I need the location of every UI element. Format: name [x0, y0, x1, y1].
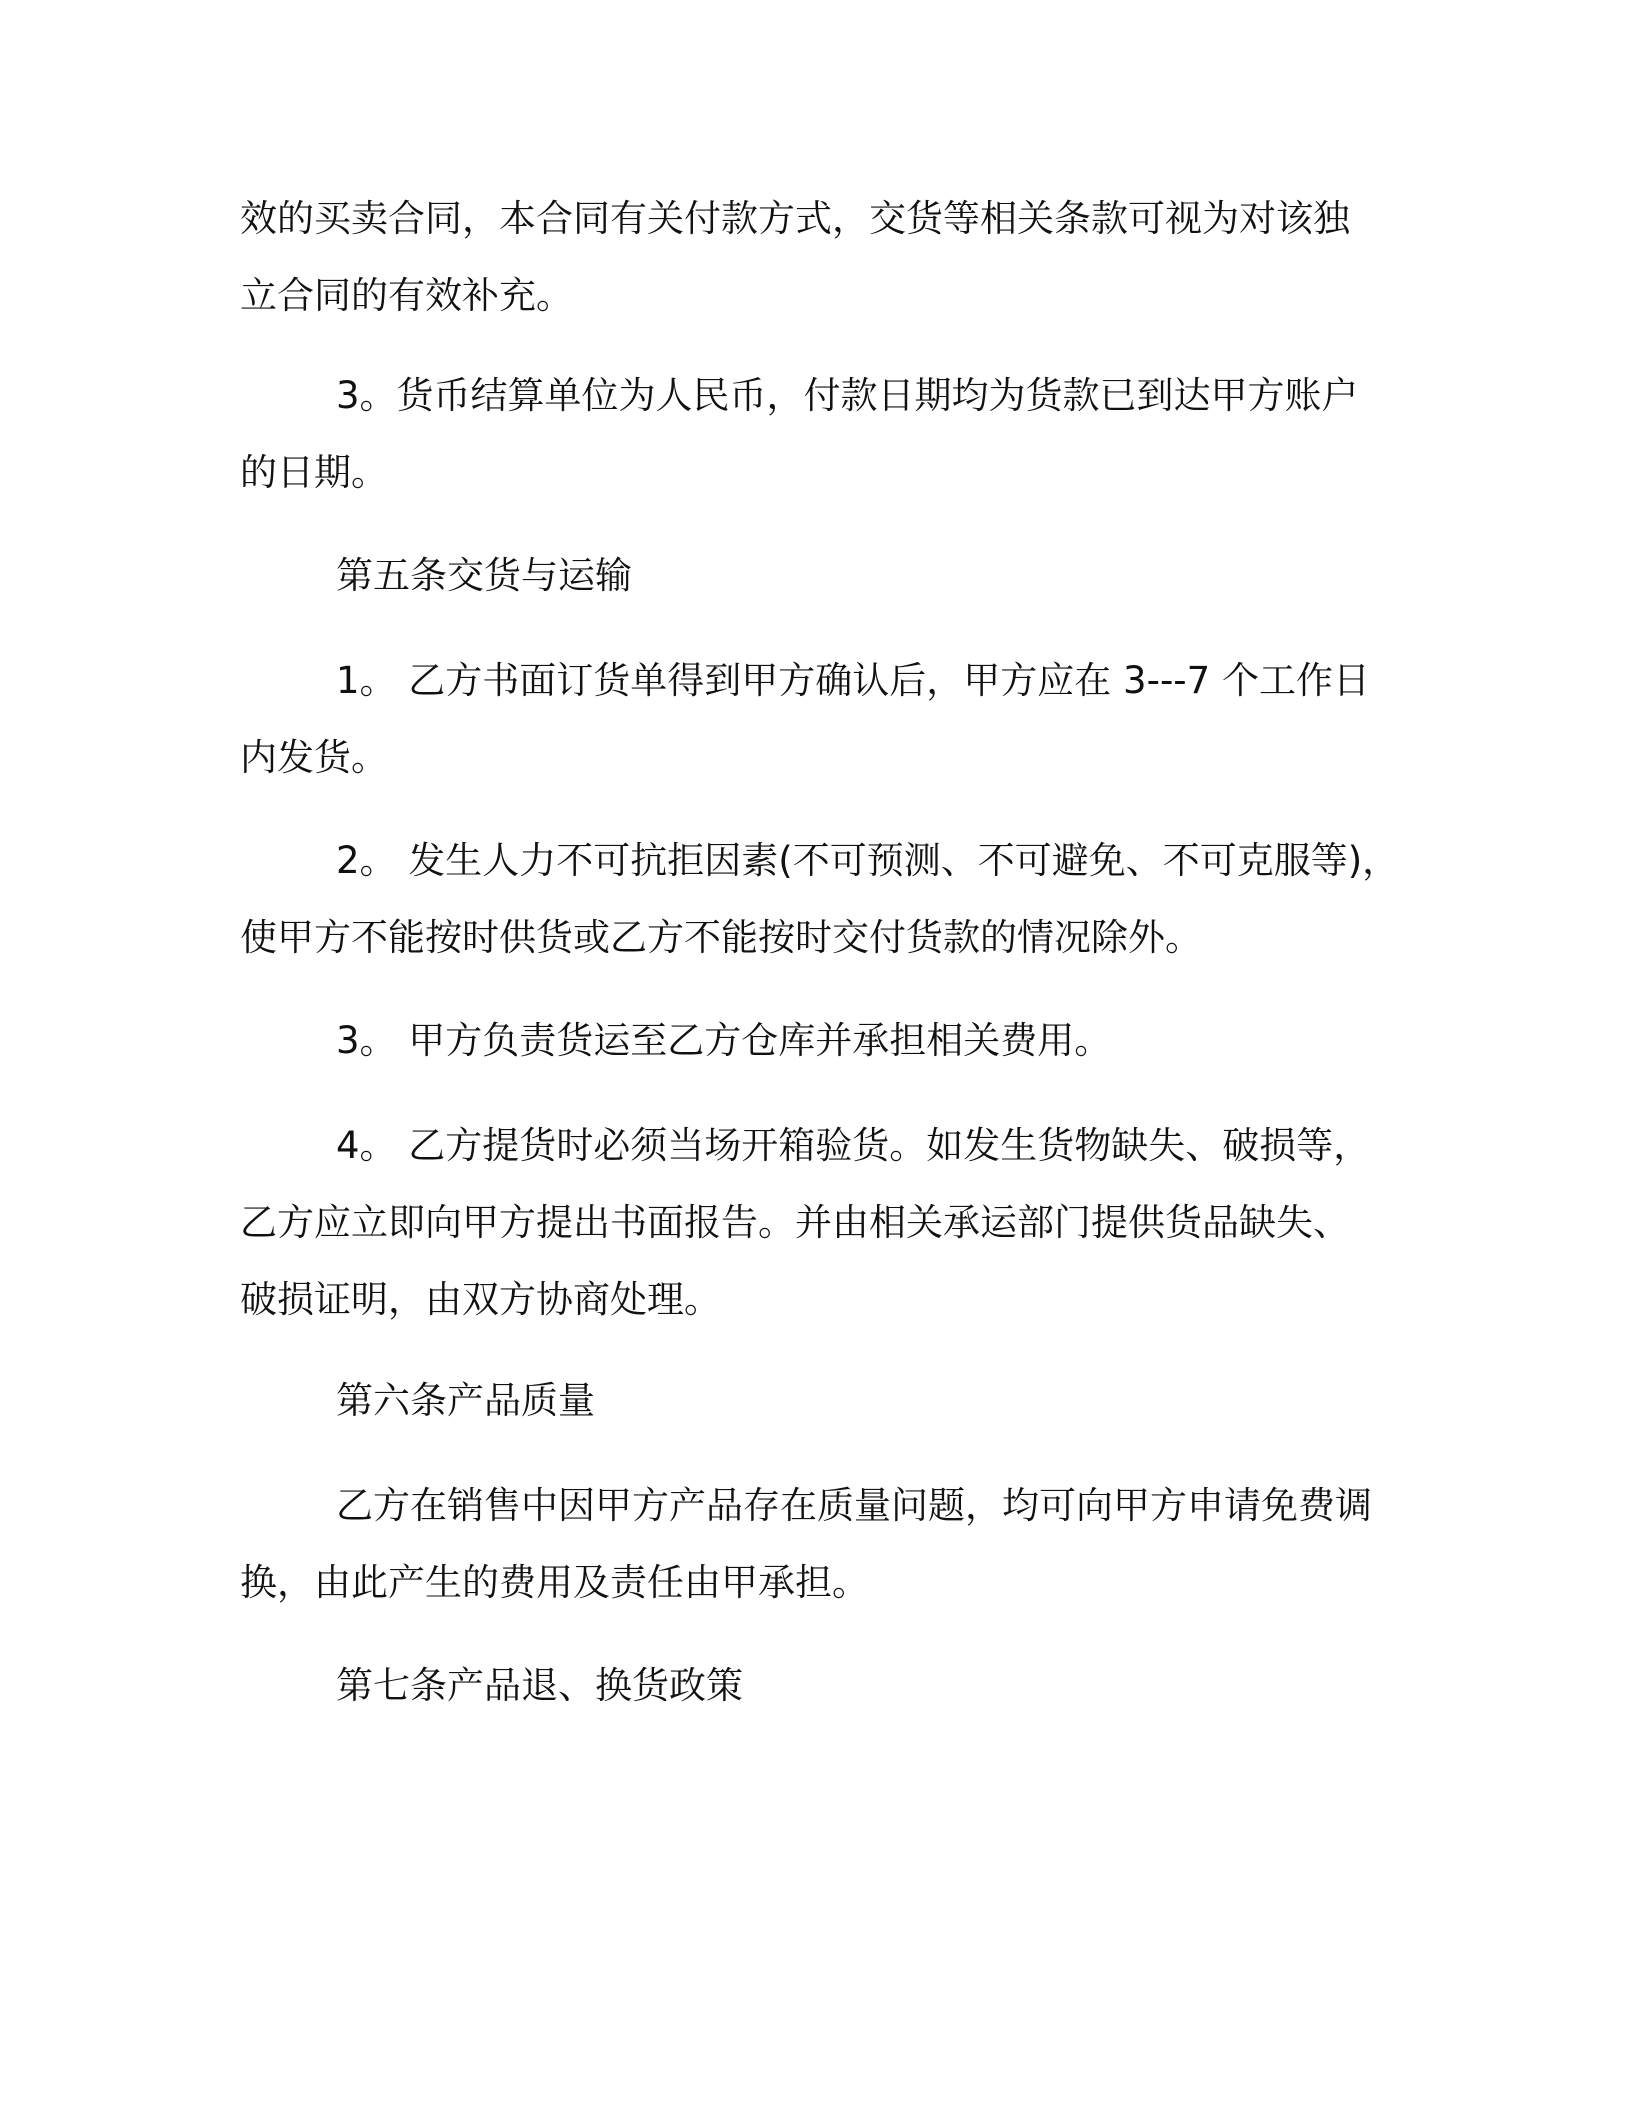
text-line: 效的买卖合同，本合同有关付款方式，交货等相关条款可视为对该独 [240, 197, 1350, 240]
text-line: 3。 甲方负责货运至乙方仓库并承担相关费用。 [336, 1019, 1112, 1062]
text-line: 的日期。 [240, 451, 388, 494]
text-line: 第六条产品质量 [336, 1379, 595, 1422]
text-line: 3。货币结算单位为人民币，付款日期均为货款已到达甲方账户 [336, 374, 1359, 417]
text-line: 使甲方不能按时供货或乙方不能按时交付货款的情况除外。 [240, 916, 1202, 959]
text-line: 2。 发生人力不可抗拒因素(不可预测、不可避免、不可克服等)， [336, 839, 1400, 882]
text-line: 第七条产品退、换货政策 [336, 1664, 743, 1707]
heading-article-7 [240, 1647, 1400, 1724]
text-line: 1。 乙方书面订货单得到甲方确认后，甲方应在 3---7 个工作日 [336, 659, 1370, 702]
paragraph-delivery-2 [240, 822, 1400, 976]
text-line: 第五条交货与运输 [336, 554, 632, 597]
text-line: 内发货。 [240, 736, 388, 779]
text-line: 4。 乙方提货时必须当场开箱验货。如发生货物缺失、破损等， [336, 1124, 1371, 1167]
paragraph-currency [240, 357, 1400, 511]
text-line: 破损证明，由双方协商处理。 [240, 1278, 721, 1321]
heading-article-6 [240, 1362, 1400, 1439]
text-line: 换，由此产生的费用及责任由甲承担。 [240, 1561, 869, 1604]
text-line: 立合同的有效补充。 [240, 274, 573, 317]
paragraph-delivery-4 [240, 1107, 1400, 1338]
paragraph-quality [240, 1467, 1400, 1621]
paragraph-delivery-3 [240, 1002, 1400, 1079]
heading-article-5 [240, 537, 1400, 614]
paragraph-contract-supplement [240, 180, 1400, 334]
text-line: 乙方应立即向甲方提出书面报告。并由相关承运部门提供货品缺失、 [240, 1201, 1350, 1244]
text-line: 乙方在销售中因甲方产品存在质量问题，均可向甲方申请免费调 [336, 1484, 1372, 1527]
paragraph-delivery-1 [240, 642, 1400, 796]
